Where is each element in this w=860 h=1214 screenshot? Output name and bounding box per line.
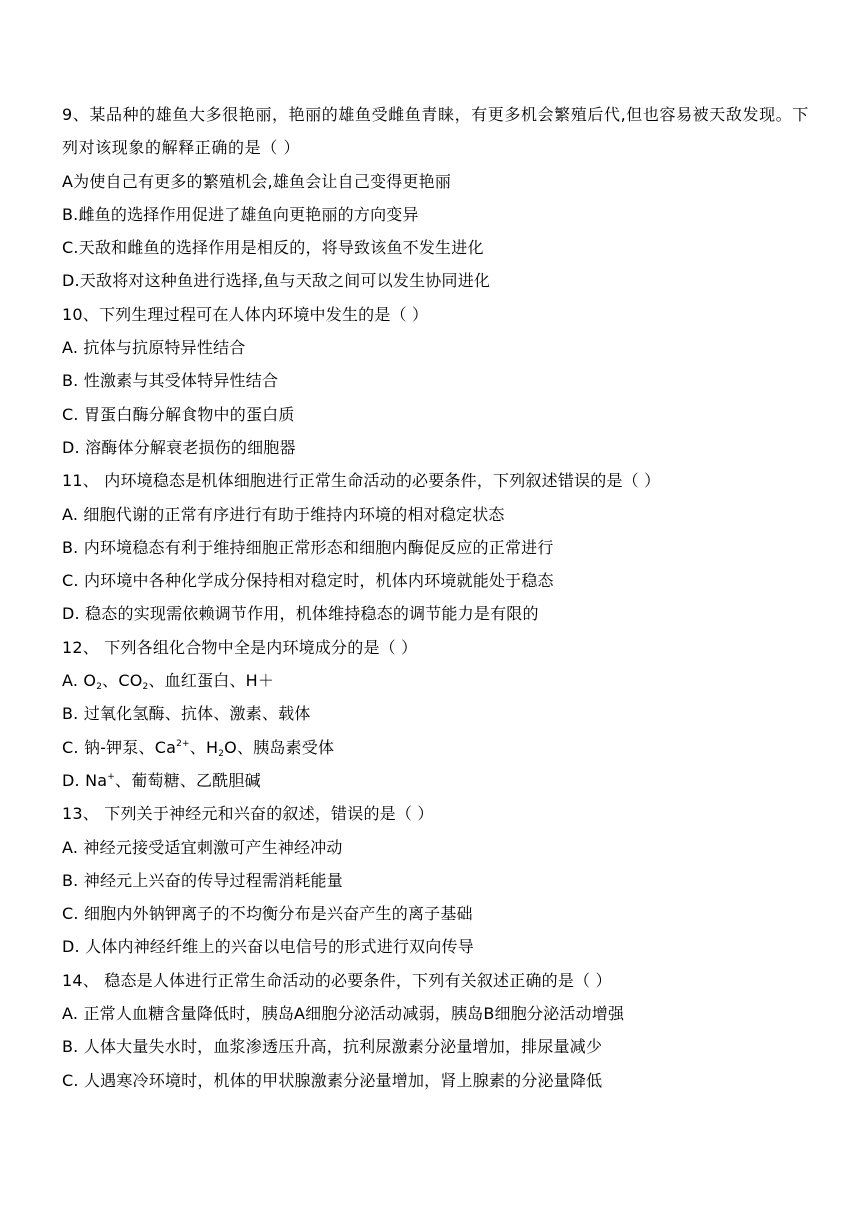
question-11-option-d: D. 稳态的实现需依赖调节作用，机体维持稳态的调节能力是有限的 — [62, 604, 539, 624]
question-9-option-b: B.雌鱼的选择作用促进了雄鱼向更艳丽的方向变异 — [62, 204, 419, 224]
superscript: + — [107, 771, 116, 782]
subscript: 2 — [142, 682, 149, 693]
question-14-stem: 14、 稳态是人体进行正常生命活动的必要条件，下列有关叙述正确的是（ ） — [62, 970, 612, 990]
option-d-text: D. Na — [62, 770, 108, 790]
question-13-option-c: C. 细胞内外钠钾离子的不均衡分布是兴奋产生的离子基础 — [62, 904, 473, 924]
option-a-text: 、CO — [102, 671, 143, 691]
option-a-text: 、血红蛋白、H＋ — [148, 671, 275, 691]
question-12-option-c — [62, 731, 812, 764]
question-9-option-d: D.天敌将对这种鱼进行选择,鱼与天敌之间可以发生协同进化 — [62, 271, 491, 291]
subscript: 2 — [96, 682, 103, 693]
question-10-option-d: D. 溶酶体分解衰老损伤的细胞器 — [62, 437, 296, 457]
subscript: 2 — [218, 748, 225, 759]
option-d-text: 、葡萄糖、乙酰胆碱 — [115, 770, 261, 790]
question-10-option-a: A. 抗体与抗原特异性结合 — [62, 338, 246, 358]
question-13-stem: 13、 下列关于神经元和兴奋的叙述，错误的是（ ） — [62, 804, 434, 824]
option-a-text: A. O — [62, 671, 97, 691]
question-12-option-d — [62, 764, 812, 797]
question-11-option-b: B. 内环境稳态有利于维持细胞正常形态和细胞内酶促反应的正常进行 — [62, 537, 554, 557]
question-list — [62, 98, 812, 1097]
question-10-option-c: C. 胃蛋白酶分解食物中的蛋白质 — [62, 404, 295, 424]
question-14-option-a: A. 正常人血糖含量降低时，胰岛A细胞分泌活动减弱，胰岛B细胞分泌活动增强 — [62, 1004, 625, 1024]
question-12-stem: 12、 下列各组化合物中全是内环境成分的是（ ） — [62, 637, 418, 657]
question-14-option-c: C. 人遇寒冷环境时，机体的甲状腺激素分泌量增加，肾上腺素的分泌量降低 — [62, 1070, 603, 1090]
option-c-text: C. 钠-钾泵、Ca — [62, 737, 177, 757]
question-13-option-d: D. 人体内神经纤维上的兴奋以电信号的形式进行双向传导 — [62, 937, 474, 957]
question-11-option-a: A. 细胞代谢的正常有序进行有助于维持内环境的相对稳定状态 — [62, 504, 505, 524]
question-9-stem: 9、某品种的雄鱼大多很艳丽，艳丽的雄鱼受雌鱼青睐，有更多机会繁殖后代,但也容易被天敌发现。下列对该现象的解释正确的是（ ） — [62, 105, 809, 158]
question-10-option-b: B. 性激素与其受体特异性结合 — [62, 371, 279, 391]
question-11-stem: 11、 内环境稳态是机体细胞进行正常生命活动的必要条件，下列叙述错误的是（ ） — [62, 471, 661, 491]
question-10-stem: 10、下列生理过程可在人体内环境中发生的是（ ） — [62, 304, 429, 324]
question-13-option-a: A. 神经元接受适宜刺激可产生神经冲动 — [62, 837, 343, 857]
superscript: 2+ — [176, 738, 190, 749]
option-c-text: O、胰岛素受体 — [224, 737, 335, 757]
question-12-option-b: B. 过氧化氢酶、抗体、激素、载体 — [62, 704, 311, 724]
question-14-option-b: B. 人体大量失水时，血浆渗透压升高，抗利尿激素分泌量增加，排尿量减少 — [62, 1037, 603, 1057]
question-9-option-a: A为使自己有更多的繁殖机会,雄鱼会让自己变得更艳丽 — [62, 171, 452, 191]
question-13-option-b: B. 神经元上兴奋的传导过程需消耗能量 — [62, 870, 343, 890]
question-9-option-c: C.天敌和雌鱼的选择作用是相反的，将导致该鱼不发生进化 — [62, 238, 484, 258]
question-12-option-a — [62, 664, 812, 697]
option-c-text: 、H — [189, 737, 219, 757]
question-11-option-c: C. 内环境中各种化学成分保持相对稳定时，机体内环境就能处于稳态 — [62, 571, 554, 591]
